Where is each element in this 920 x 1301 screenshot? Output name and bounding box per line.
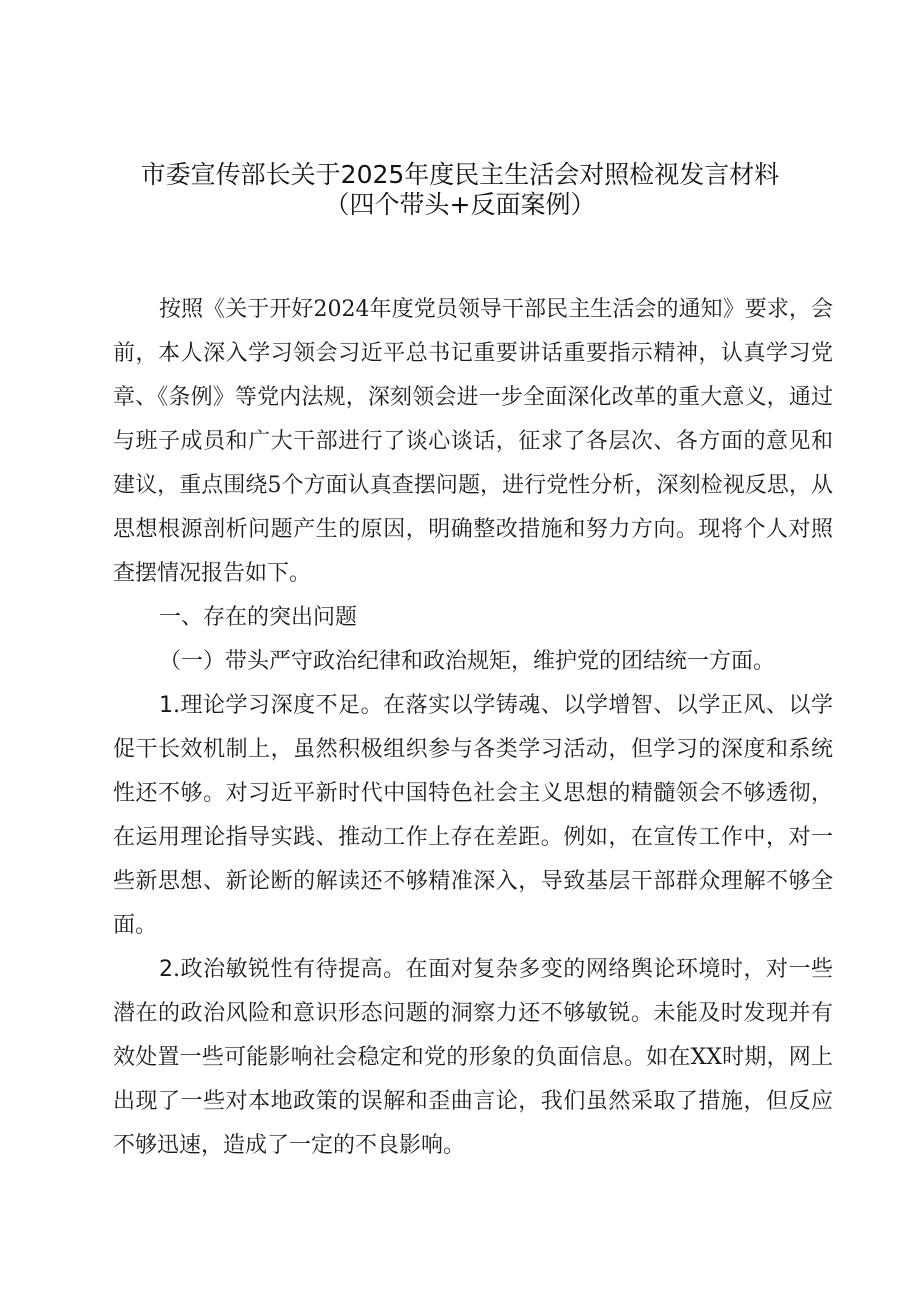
- section-heading: 一、存在的突出问题: [159, 605, 358, 630]
- item-text: .理论学习深度不足。在落实以学铸魂、以学增智、以学正风、以学促干长效机制上，虽然积极组织参与各类学习活动，但学习的深度和系统性还不够。对习近平新时代中国特色社会主义思想的精髓领会不够透彻，在运用理论指导实践、推动工作上存在差距。例如，在宣传工作中，对一些新思想、新论断的解读还不够精准深入，导致基层干部群众理解不够全面。: [113, 693, 833, 938]
- item-number: 1: [159, 693, 173, 718]
- intro-paragraph: 按照《关于开好2024年度党员领导干部民主生活会的通知》要求，会前，本人深入学习领会习近平总书记重要讲话重要指示精神，认真学习党章、《条例》等党内法规，深刻领会进一步全面深化改革的重大意义，通过与班子成员和广大干部进行了谈心谈话，征求了各层次、各方面的意见和建议，重点围绕5个方面认真查摆问题，进行党性分析，深刻检视反思，从思想根源剖析问题产生的原因，明确整改措施和努力方向。现将个人对照查摆情况报告如下。: [113, 297, 833, 586]
- item-number: 2: [159, 957, 173, 982]
- item-paragraph-2: [113, 948, 833, 1168]
- item-text: .政治敏锐性有待提高。在面对复杂多变的网络舆论环境时，对一些潜在的政治风险和意识形态问题的洞察力还不够敏锐。未能及时发现并有效处置一些可能影响社会稳定和党的形象的负面信息。如在XX时期，网上出现了一些对本地政策的误解和歪曲言论，我们虽然采取了措施，但反应不够迅速，造成了一定的不良影响。: [113, 957, 833, 1158]
- item-paragraph-1: [113, 684, 833, 948]
- document-body: [113, 288, 833, 1168]
- document-subtitle: （四个带头+反面案例）: [324, 190, 596, 219]
- subsection-heading: （一）带头严守政治纪律和政治规矩，维护党的团结统一方面。: [159, 649, 776, 674]
- document-title: 市委宣传部长关于2025年度民主生活会对照检视发言材料: [140, 160, 780, 189]
